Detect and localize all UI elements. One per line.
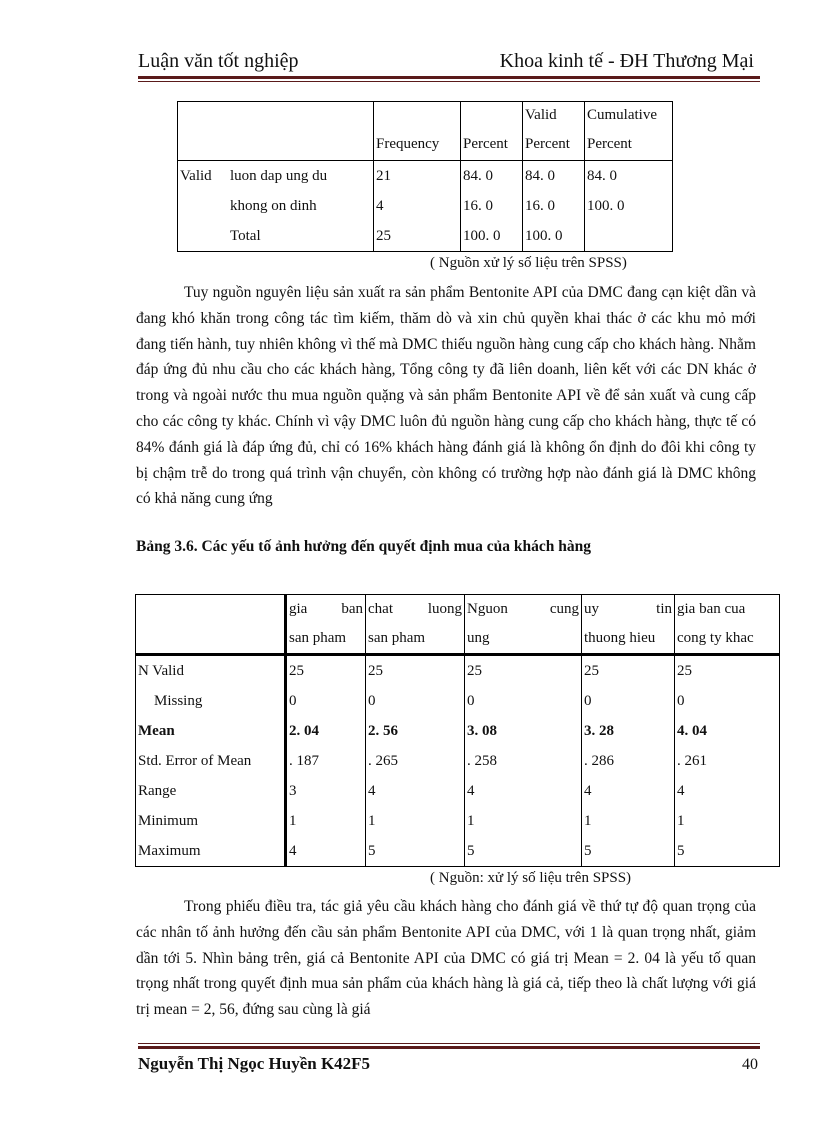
table1-source: ( Nguồn xử lý số liệu trên SPSS) xyxy=(430,255,627,271)
table-row xyxy=(178,161,673,192)
t2-row-label: Mean xyxy=(136,716,286,746)
t2-cell: 1 xyxy=(675,806,780,836)
t1-cell: 21 xyxy=(374,161,461,192)
t1-row-label: luon dap ung du xyxy=(230,168,328,184)
t2-cell: 3 xyxy=(286,776,366,806)
table-row xyxy=(136,836,780,867)
t2-cell: 0 xyxy=(366,686,465,716)
t1-cell: 4 xyxy=(374,191,461,221)
t2-cell: 25 xyxy=(675,655,780,687)
t1-row-label: khong on dinh xyxy=(230,198,317,214)
t2-row-label: Minimum xyxy=(136,806,286,836)
t2-cell: . 265 xyxy=(366,746,465,776)
t2-cell: 1 xyxy=(366,806,465,836)
factors-table xyxy=(135,594,780,867)
t2-col-header: san pham xyxy=(286,624,366,655)
t2-col-header: chat xyxy=(368,601,393,617)
t2-cell: 0 xyxy=(465,686,582,716)
table-row xyxy=(136,746,780,776)
t1-row-group: Valid xyxy=(178,161,229,192)
t2-cell: 1 xyxy=(465,806,582,836)
header-right: Khoa kinh tế - ĐH Thương Mại xyxy=(499,50,754,72)
t2-row-label: Maximum xyxy=(136,836,286,867)
t2-col-header: tin xyxy=(656,601,672,617)
t2-row-label: Missing xyxy=(136,686,286,716)
t2-col-header: thuong hieu xyxy=(582,624,675,655)
t2-row-label: Range xyxy=(136,776,286,806)
t1-header-frequency: Frequency xyxy=(374,131,461,161)
t2-row-label: N Valid xyxy=(136,655,286,687)
t1-cell: 100. 0 xyxy=(461,221,523,252)
t2-cell: . 187 xyxy=(286,746,366,776)
table2-source: ( Nguồn: xử lý số liệu trên SPSS) xyxy=(430,870,632,886)
table-row xyxy=(136,655,780,687)
t2-cell: 3. 28 xyxy=(582,716,675,746)
t2-col-header: gia ban cua xyxy=(677,601,746,617)
t2-col-header: san pham xyxy=(366,624,465,655)
paragraph-2: Trong phiếu điều tra, tác giả yêu cầu khách hàng cho đánh giá về thứ tự độ quan trọng của các nhân tố ảnh hưởng đến cầu sản phẩm Bentonite API của DMC, với 1 là quan trọng nhất, giảm dần tới 5. Nhìn bảng trên, giá cả Bentonite API của DMC có giá trị Mean = 2. 04 là yếu tố quan trọng nhất trong quyết định mua sản phẩm của khách hàng là giá cả, tiếp theo là chất lượng với giá trị mean = 2, 56, đứng sau cùng là giá xyxy=(136,898,756,1019)
t2-cell: 2. 04 xyxy=(286,716,366,746)
t2-cell: 25 xyxy=(465,655,582,687)
t1-header-valid: Valid xyxy=(523,102,585,132)
table-row xyxy=(178,221,673,252)
header-left: Luận văn tốt nghiệp xyxy=(138,50,299,72)
t2-cell: 3. 08 xyxy=(465,716,582,746)
t1-header-valid-percent: Percent xyxy=(523,131,585,161)
header-rule xyxy=(138,76,760,79)
table-caption: Bảng 3.6. Các yếu tố ảnh hưởng đến quyết định mua của khách hàng xyxy=(136,538,592,555)
t2-cell: 2. 56 xyxy=(366,716,465,746)
t2-row-label: Std. Error of Mean xyxy=(136,746,286,776)
t2-col-header: uy xyxy=(584,601,599,617)
t1-header-cumulative-percent: Percent xyxy=(585,131,673,161)
table-row xyxy=(136,776,780,806)
table-row xyxy=(136,686,780,716)
t2-cell: 4 xyxy=(675,776,780,806)
t2-col-header: ban xyxy=(341,601,363,617)
t2-cell: 4 xyxy=(286,836,366,867)
t1-cell: 84. 0 xyxy=(523,161,585,192)
t2-cell: . 286 xyxy=(582,746,675,776)
t1-cell: 25 xyxy=(374,221,461,252)
header-rule-thin xyxy=(138,81,760,82)
t2-cell: 5 xyxy=(675,836,780,867)
t1-cell xyxy=(585,221,673,252)
t1-cell: 100. 0 xyxy=(523,221,585,252)
t2-col-header: luong xyxy=(427,601,462,617)
t1-cell: 84. 0 xyxy=(461,161,523,192)
paragraph-1: Tuy nguồn nguyên liệu sản xuất ra sản phẩm Bentonite API của DMC đang cạn kiệt dần và đang khó khăn trong công tác tìm kiếm, thăm dò và xin chủ quyền khai thác ở các khu mỏ mới đang tiến hành, tuy nhiên không vì thế mà DMC thiếu nguồn hàng cung cấp cho khách hàng. Nhằm đáp ứng đủ nhu cầu cho các khách hàng, Tổng công ty đã liên doanh, liên kết với các DN khác ở trong và ngoài nước thu mua nguồn quặng và sản phẩm Bentonite API về để sản xuất và cung cấp cho các công ty khác. Chính vì vậy DMC luôn đủ nguồn hàng cung cấp cho khách hàng, thực tế có 84% đánh giá là đáp ứng đủ, chỉ có 16% khách hàng đánh giá là không ổn định do đôi khi công ty bị chậm trễ do trong quá trình vận chuyển, còn không có trường hợp nào đánh giá là DMC không có khả năng cung ứng xyxy=(136,284,756,508)
t1-cell: 100. 0 xyxy=(585,191,673,221)
t2-cell: 4 xyxy=(582,776,675,806)
t1-cell: 84. 0 xyxy=(585,161,673,192)
footer-rule xyxy=(138,1046,760,1049)
delivery-table xyxy=(177,101,673,252)
t1-cell: 16. 0 xyxy=(523,191,585,221)
t2-cell: 25 xyxy=(366,655,465,687)
t2-cell: 1 xyxy=(286,806,366,836)
t2-col-header: cong ty khac xyxy=(675,624,780,655)
t2-cell: 4 xyxy=(465,776,582,806)
t1-row-label: Total xyxy=(228,221,374,252)
table-row xyxy=(136,716,780,746)
t2-col-header: gia xyxy=(289,601,308,617)
t2-col-header: Nguon xyxy=(467,601,508,617)
t2-cell: 0 xyxy=(675,686,780,716)
t2-cell: . 261 xyxy=(675,746,780,776)
t2-cell: . 258 xyxy=(465,746,582,776)
t2-cell: 4. 04 xyxy=(675,716,780,746)
table-row xyxy=(136,806,780,836)
t2-cell: 5 xyxy=(465,836,582,867)
footer-rule-thin xyxy=(138,1043,760,1044)
t1-header-percent: Percent xyxy=(461,131,523,161)
t2-cell: 5 xyxy=(582,836,675,867)
t2-cell: 0 xyxy=(582,686,675,716)
table-row xyxy=(178,191,673,221)
t2-cell: 4 xyxy=(366,776,465,806)
t1-header-cumulative: Cumulative xyxy=(585,102,673,132)
t1-cell: 16. 0 xyxy=(461,191,523,221)
footer-author: Nguyễn Thị Ngọc Huyền K42F5 xyxy=(138,1054,371,1073)
t2-col-header: ung xyxy=(465,624,582,655)
t2-cell: 1 xyxy=(582,806,675,836)
t2-cell: 25 xyxy=(286,655,366,687)
page-number: 40 xyxy=(742,1056,758,1073)
t2-cell: 5 xyxy=(366,836,465,867)
t2-cell: 0 xyxy=(286,686,366,716)
t2-col-header: cung xyxy=(549,601,579,617)
t2-cell: 25 xyxy=(582,655,675,687)
